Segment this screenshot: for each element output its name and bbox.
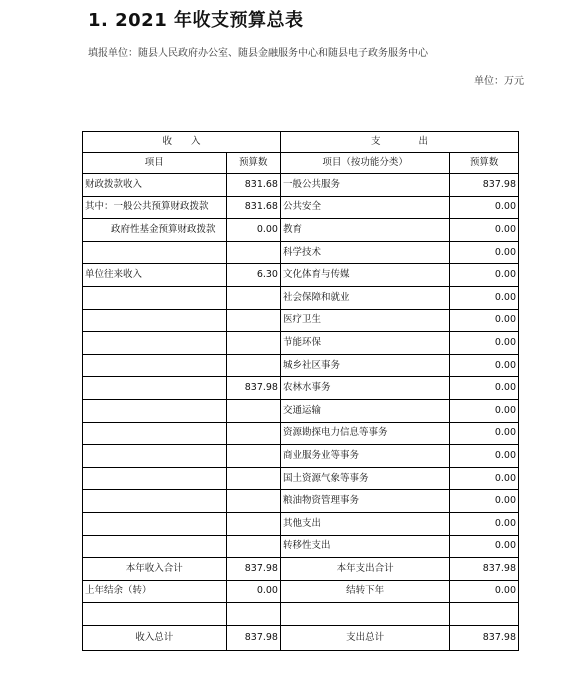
grand-total-row — [83, 625, 519, 650]
income-item — [83, 512, 227, 535]
table-row — [83, 512, 519, 535]
income-value — [226, 422, 280, 445]
expense-value: 837.98 — [450, 174, 519, 197]
income-value: 831.68 — [226, 196, 280, 219]
income-value — [226, 309, 280, 332]
income-value: 6.30 — [226, 264, 280, 287]
carry-row — [83, 580, 519, 603]
income-item: 政府性基金预算财政拨款 — [83, 219, 227, 242]
expense-item: 一般公共服务 — [280, 174, 449, 197]
expense-total-value: 837.98 — [450, 558, 519, 581]
expense-value: 0.00 — [450, 264, 519, 287]
income-value — [226, 535, 280, 558]
table-row — [83, 399, 519, 422]
table-row — [83, 467, 519, 490]
income-item — [83, 535, 227, 558]
income-item: 财政拨款收入 — [83, 174, 227, 197]
expense-value: 0.00 — [450, 309, 519, 332]
blank-cell — [83, 603, 227, 626]
expense-total-label: 本年支出合计 — [280, 558, 449, 581]
table-row — [83, 286, 519, 309]
expense-item: 医疗卫生 — [280, 309, 449, 332]
carry-out-value: 0.00 — [450, 580, 519, 603]
grand-out-value: 837.98 — [450, 625, 519, 650]
expense-value: 0.00 — [450, 219, 519, 242]
income-item — [83, 467, 227, 490]
expense-value: 0.00 — [450, 354, 519, 377]
table-row — [83, 377, 519, 400]
income-item — [83, 399, 227, 422]
expense-value: 0.00 — [450, 535, 519, 558]
header-row-1 — [83, 132, 519, 153]
income-item: 单位往来收入 — [83, 264, 227, 287]
carry-out-label: 结转下年 — [280, 580, 449, 603]
col-item: 项目 — [83, 153, 227, 174]
expense-item: 教育 — [280, 219, 449, 242]
expense-item: 城乡社区事务 — [280, 354, 449, 377]
income-header: 收 入 — [83, 132, 281, 153]
table-row — [83, 332, 519, 355]
expense-item: 资源勘探电力信息等事务 — [280, 422, 449, 445]
expense-item: 其他支出 — [280, 512, 449, 535]
expense-item: 交通运输 — [280, 399, 449, 422]
income-value — [226, 467, 280, 490]
expense-value: 0.00 — [450, 422, 519, 445]
income-total-label: 本年收入合计 — [83, 558, 227, 581]
income-value: 0.00 — [226, 219, 280, 242]
income-total-row — [83, 558, 519, 581]
expense-item: 商业服务业等事务 — [280, 445, 449, 468]
income-item — [83, 332, 227, 355]
expense-item: 公共安全 — [280, 196, 449, 219]
grand-in-label: 收入总计 — [83, 625, 227, 650]
income-value — [226, 512, 280, 535]
expense-item: 社会保障和就业 — [280, 286, 449, 309]
grand-out-label: 支出总计 — [280, 625, 449, 650]
budget-table — [82, 131, 519, 651]
income-item — [83, 445, 227, 468]
income-item — [83, 309, 227, 332]
table-row — [83, 219, 519, 242]
table-row — [83, 535, 519, 558]
table-row — [83, 445, 519, 468]
expense-header: 支 出 — [280, 132, 518, 153]
income-value — [226, 241, 280, 264]
expense-value: 0.00 — [450, 332, 519, 355]
income-item — [83, 354, 227, 377]
income-value: 831.68 — [226, 174, 280, 197]
expense-item: 国土资源气象等事务 — [280, 467, 449, 490]
expense-value: 0.00 — [450, 490, 519, 513]
table-row — [83, 196, 519, 219]
table-row — [83, 241, 519, 264]
income-item — [83, 241, 227, 264]
expense-item: 文化体育与传媒 — [280, 264, 449, 287]
col-expense-item: 项目（按功能分类） — [280, 153, 449, 174]
income-item — [83, 422, 227, 445]
income-total-value: 837.98 — [226, 558, 280, 581]
income-value — [226, 332, 280, 355]
income-value — [226, 490, 280, 513]
income-value — [226, 445, 280, 468]
grand-in-value: 837.98 — [226, 625, 280, 650]
page-title: 1. 2021 年收支预算总表 — [88, 10, 304, 31]
blank-cell — [280, 603, 449, 626]
expense-item: 粮油物资管理事务 — [280, 490, 449, 513]
expense-value: 0.00 — [450, 286, 519, 309]
blank-cell — [226, 603, 280, 626]
col-budget: 预算数 — [226, 153, 280, 174]
table-row — [83, 490, 519, 513]
filing-unit: 填报单位：随县人民政府办公室、随县金融服务中心和随县电子政务服务中心 — [88, 48, 428, 59]
expense-value: 0.00 — [450, 445, 519, 468]
income-item — [83, 490, 227, 513]
income-item: 其中：一般公共预算财政拨款 — [83, 196, 227, 219]
expense-item: 转移性支出 — [280, 535, 449, 558]
table-row — [83, 422, 519, 445]
blank-cell — [450, 603, 519, 626]
expense-value: 0.00 — [450, 196, 519, 219]
blank-row — [83, 603, 519, 626]
income-item — [83, 377, 227, 400]
expense-value: 0.00 — [450, 399, 519, 422]
expense-value: 0.00 — [450, 512, 519, 535]
header-row-2 — [83, 153, 519, 174]
expense-value: 0.00 — [450, 467, 519, 490]
table-row — [83, 354, 519, 377]
income-value — [226, 399, 280, 422]
expense-item: 节能环保 — [280, 332, 449, 355]
table-row — [83, 174, 519, 197]
col-expense-budget: 预算数 — [450, 153, 519, 174]
income-value — [226, 286, 280, 309]
income-item — [83, 286, 227, 309]
table-row — [83, 264, 519, 287]
expense-value: 0.00 — [450, 377, 519, 400]
income-value — [226, 354, 280, 377]
carry-in-value: 0.00 — [226, 580, 280, 603]
expense-item: 科学技术 — [280, 241, 449, 264]
expense-item: 农林水事务 — [280, 377, 449, 400]
carry-in-label: 上年结余（转） — [83, 580, 227, 603]
money-unit: 单位：万元 — [474, 76, 524, 87]
expense-value: 0.00 — [450, 241, 519, 264]
income-value: 837.98 — [226, 377, 280, 400]
table-row — [83, 309, 519, 332]
